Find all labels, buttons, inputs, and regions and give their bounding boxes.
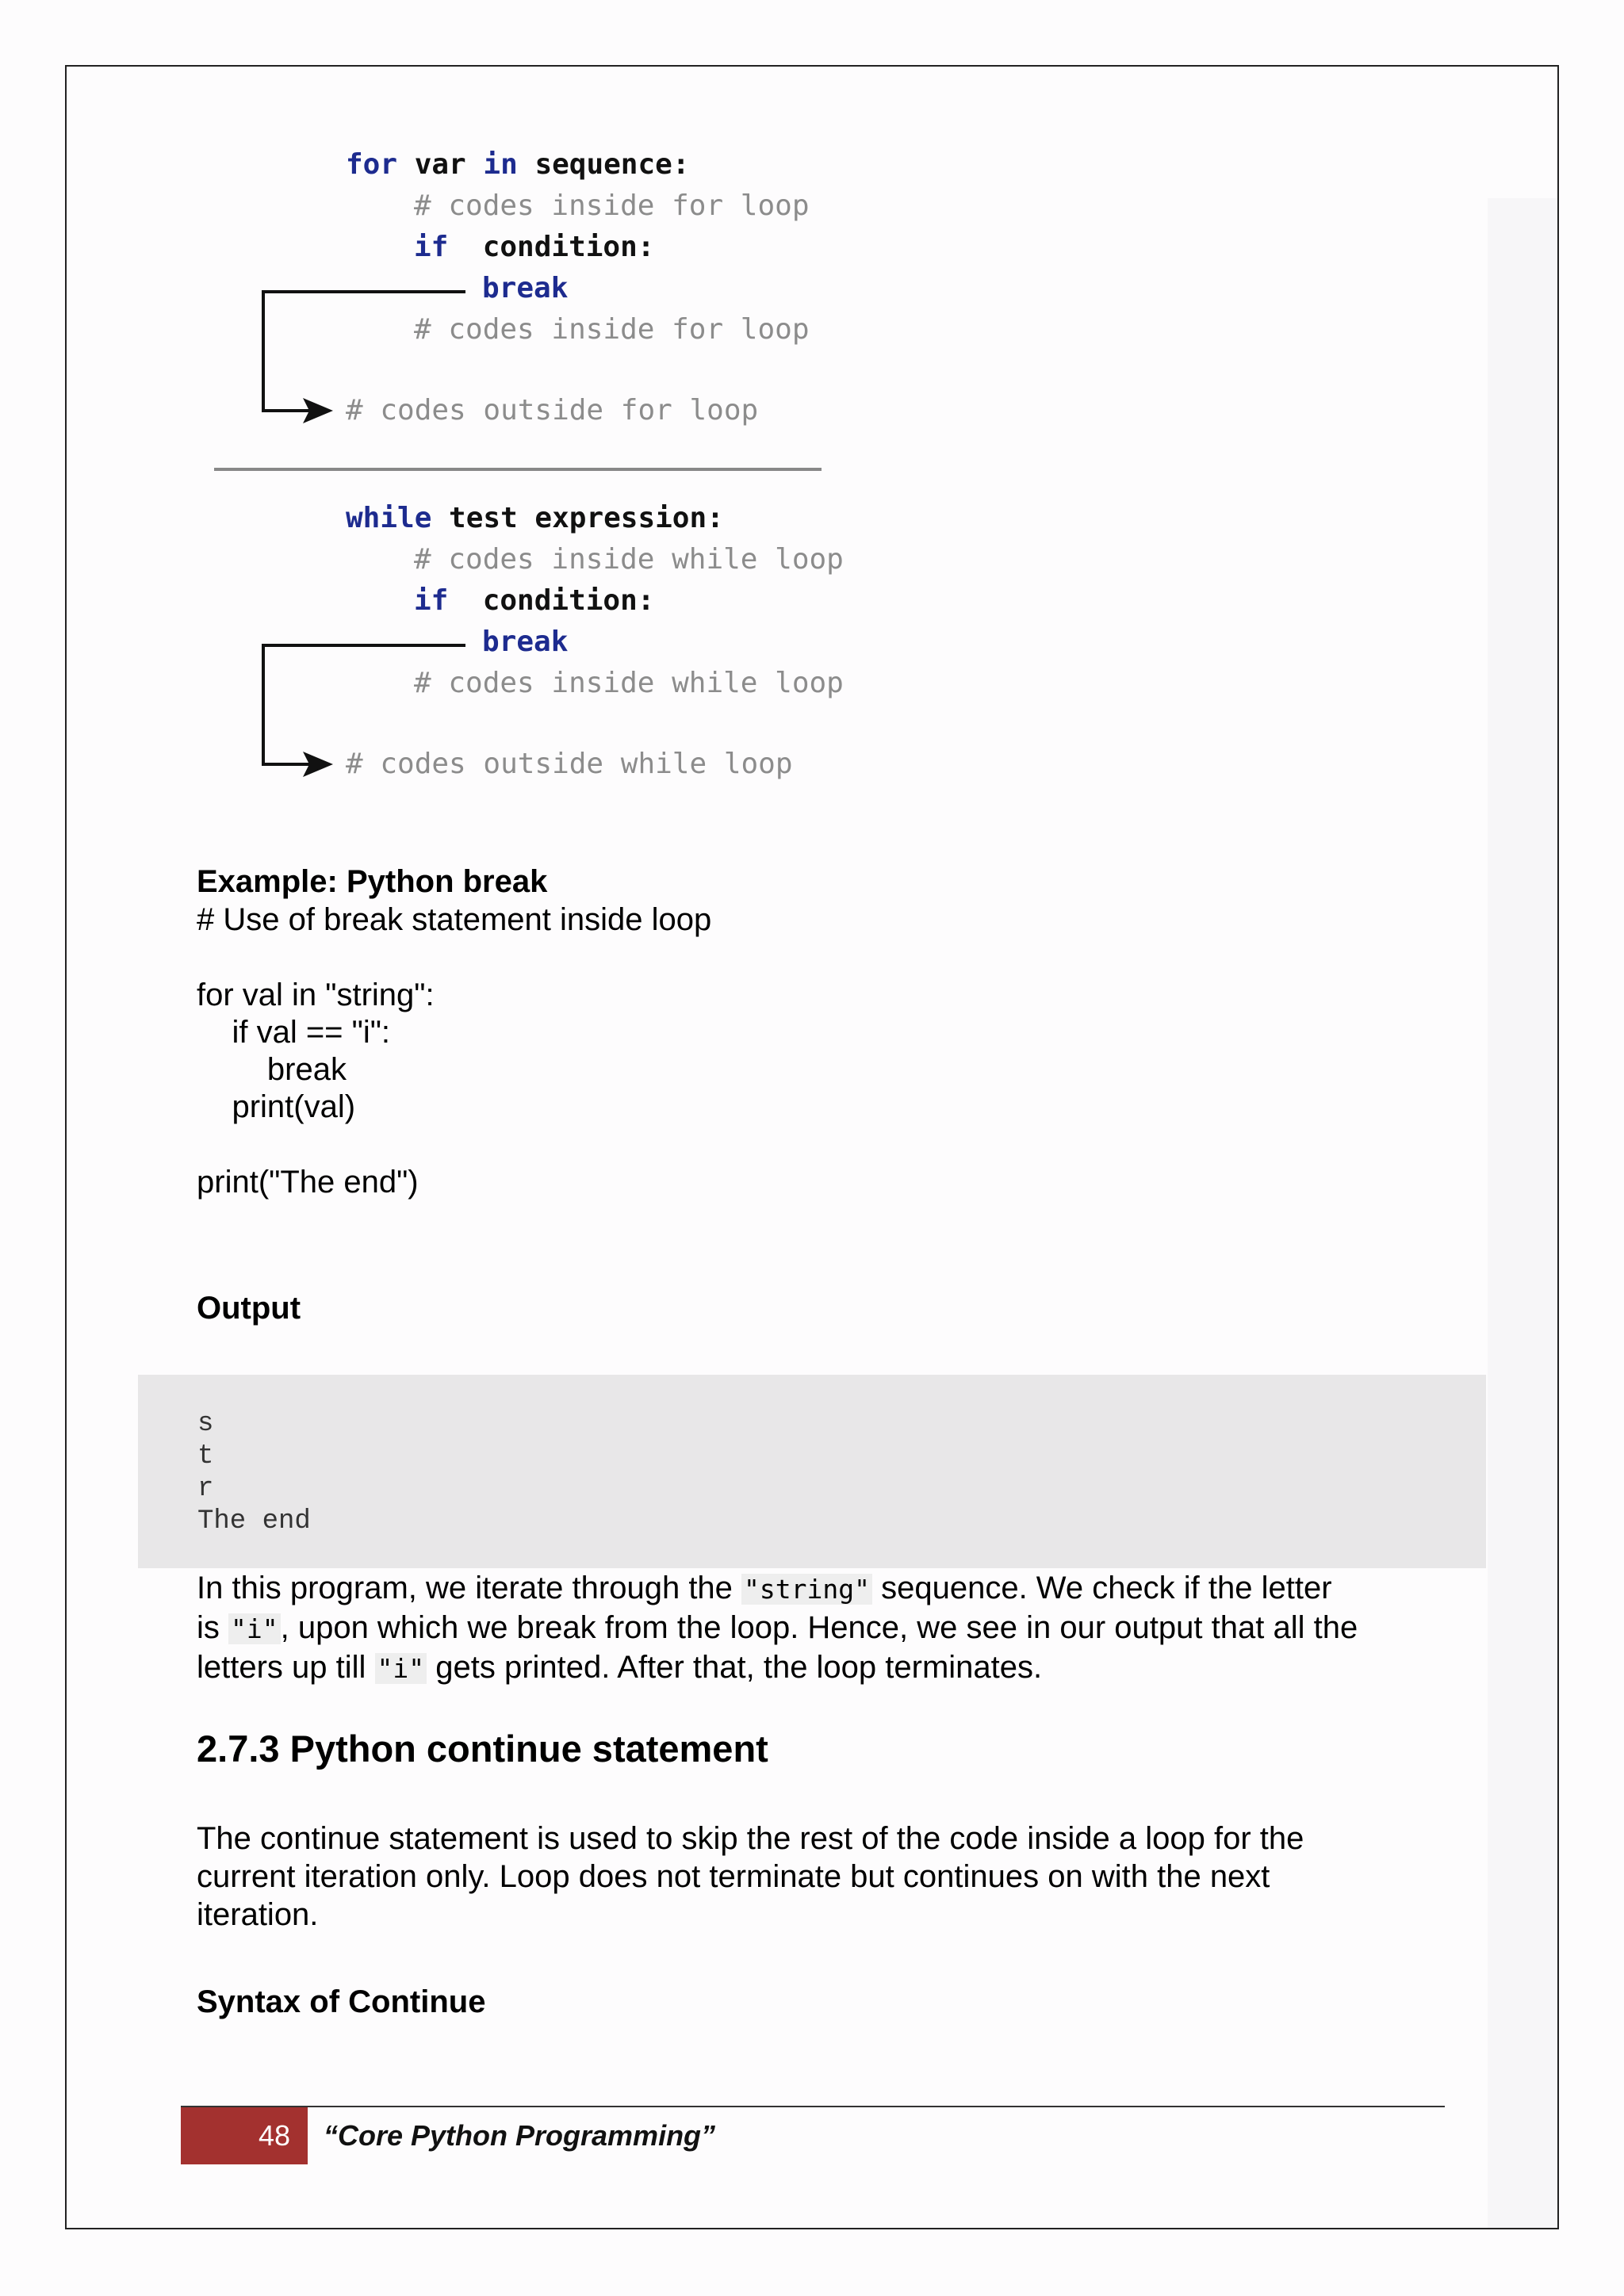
output-line: r	[197, 1474, 214, 1504]
inline-code: "string"	[741, 1574, 872, 1605]
inline-code: "i"	[228, 1613, 281, 1644]
example-code-line: print(val)	[197, 1089, 356, 1124]
output-heading: Output	[197, 1291, 301, 1326]
diagram-for-line6: # codes outside for loop	[346, 394, 759, 427]
syntax-subheading: Syntax of Continue	[197, 1984, 486, 2019]
section-heading: 2.7.3 Python continue statement	[197, 1728, 768, 1770]
output-line: t	[197, 1441, 214, 1471]
example-heading: Example: Python break	[197, 864, 548, 899]
diagram-for-line4: break	[482, 272, 569, 304]
output-line: s	[197, 1409, 214, 1439]
output-box	[138, 1375, 1486, 1568]
diagram-for-line5: # codes inside for loop	[414, 313, 810, 346]
diagram-while-line5: # codes inside while loop	[414, 667, 844, 699]
page-edge-shade	[1488, 198, 1557, 2228]
example-code-line: for val in "string":	[197, 978, 435, 1012]
page-number: 48	[181, 2107, 308, 2164]
diagram-while-line1: while test expression:	[346, 502, 724, 534]
output-line: The end	[197, 1506, 311, 1536]
example-code-line: break	[197, 1052, 347, 1087]
diagram-for-line2: # codes inside for loop	[414, 189, 810, 222]
diagram-while-line3: if condition:	[414, 584, 655, 617]
diagram-for-line1: for var in sequence:	[346, 148, 690, 181]
break-flow-diagram	[208, 143, 874, 793]
diagram-while-line2: # codes inside while loop	[414, 543, 844, 576]
inline-code: "i"	[375, 1653, 427, 1684]
diagram-while-line4: break	[482, 626, 569, 658]
diagram-for-line3: if condition:	[414, 231, 655, 263]
continue-description: The continue statement is used to skip the rest of the code inside a loop for the current iteration only. Loop does not terminate but continues on with the next iteration.	[197, 1821, 1304, 1932]
book-title: “Core Python Programming”	[324, 2119, 716, 2152]
example-code-end: print("The end")	[197, 1165, 419, 1200]
example-code-line: if val == "i":	[197, 1015, 391, 1050]
example-comment: # Use of break statement inside loop	[197, 902, 712, 937]
diagram-while-line6: # codes outside while loop	[346, 748, 793, 780]
explanation-paragraph: In this program, we iterate through the "string" sequence. We check if the letter is "i", upon which we break from the loop. Hence, we see in our output that all the letters up till "i" gets printed. After that, the loop terminates.	[197, 1571, 1358, 1685]
